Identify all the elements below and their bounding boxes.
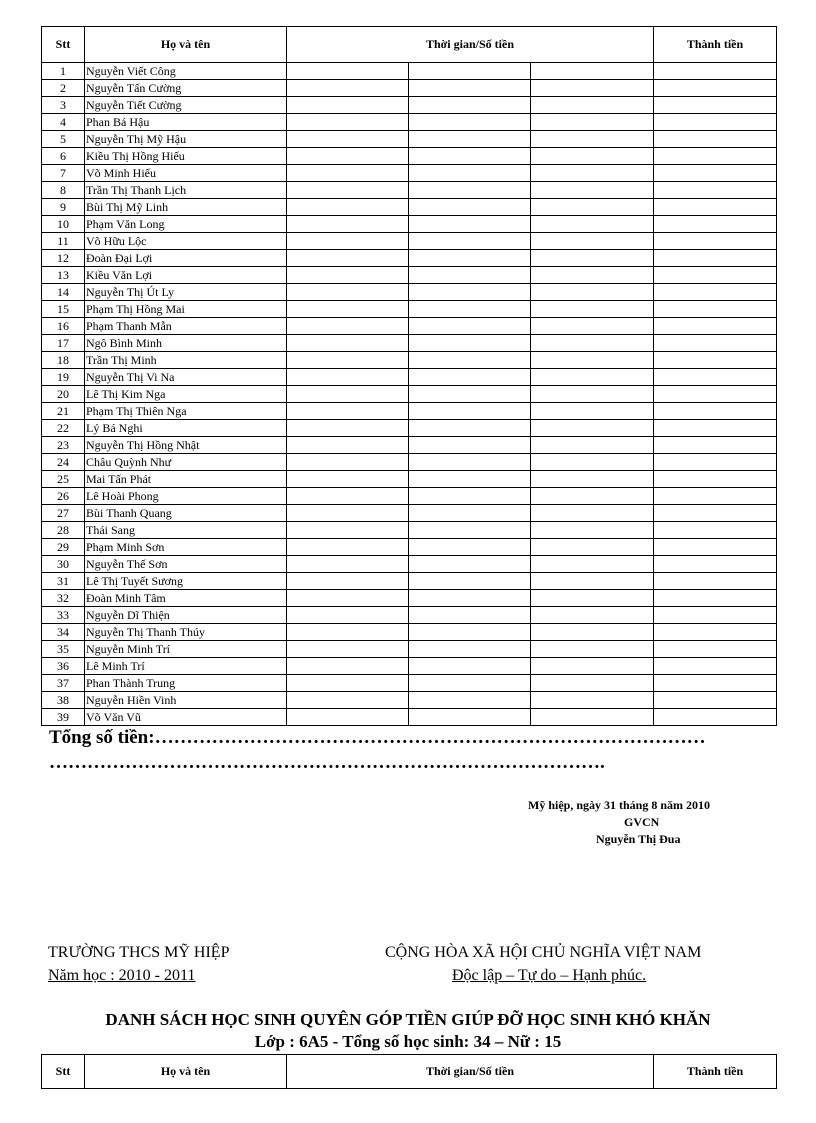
- row-student-name: Châu Quỳnh Như: [85, 454, 287, 471]
- row-total-cell: [654, 437, 777, 454]
- row-amount-cell: [409, 352, 531, 369]
- row-student-name: Bùi Thanh Quang: [85, 505, 287, 522]
- row-stt: 37: [42, 675, 85, 692]
- row-amount-cell: [531, 488, 654, 505]
- row-amount-cell: [287, 471, 409, 488]
- table-row: [42, 539, 777, 556]
- row-amount-cell: [531, 590, 654, 607]
- table-row: [42, 420, 777, 437]
- row-amount-cell: [409, 386, 531, 403]
- table-row: [42, 250, 777, 267]
- table-row: [42, 607, 777, 624]
- row-total-cell: [654, 471, 777, 488]
- row-amount-cell: [531, 692, 654, 709]
- row-total-cell: [654, 522, 777, 539]
- table-row: [42, 505, 777, 522]
- donation-table: [41, 26, 777, 726]
- row-amount-cell: [531, 369, 654, 386]
- row-amount-cell: [409, 420, 531, 437]
- table-row: [42, 233, 777, 250]
- row-amount-cell: [531, 131, 654, 148]
- row-stt: 30: [42, 556, 85, 573]
- table-row: [42, 403, 777, 420]
- row-amount-cell: [531, 454, 654, 471]
- row-student-name: Lê Minh Trí: [85, 658, 287, 675]
- signature-date: Mỹ hiệp, ngày 31 tháng 8 năm 2010: [528, 798, 711, 812]
- row-student-name: Mai Tấn Phát: [85, 471, 287, 488]
- row-amount-cell: [287, 165, 409, 182]
- row-amount-cell: [409, 301, 531, 318]
- row-amount-cell: [287, 607, 409, 624]
- row-amount-cell: [409, 131, 531, 148]
- row-stt: 12: [42, 250, 85, 267]
- row-amount-cell: [287, 386, 409, 403]
- row-amount-cell: [409, 488, 531, 505]
- row-amount-cell: [409, 658, 531, 675]
- row-stt: 4: [42, 114, 85, 131]
- row-amount-cell: [287, 369, 409, 386]
- total-dots: ……………………………………………………………………………: [154, 727, 706, 748]
- header-stt: Stt: [42, 1055, 85, 1089]
- row-amount-cell: [531, 556, 654, 573]
- row-stt: 17: [42, 335, 85, 352]
- row-amount-cell: [287, 148, 409, 165]
- row-stt: 1: [42, 63, 85, 80]
- school-year: Năm học : 2010 - 2011: [48, 967, 196, 984]
- table-row: [42, 131, 777, 148]
- row-amount-cell: [287, 420, 409, 437]
- table-header-row: [42, 1055, 777, 1089]
- row-amount-cell: [409, 233, 531, 250]
- row-student-name: Trần Thị Minh: [85, 352, 287, 369]
- row-stt: 34: [42, 624, 85, 641]
- row-amount-cell: [287, 97, 409, 114]
- row-amount-cell: [287, 318, 409, 335]
- row-amount-cell: [531, 420, 654, 437]
- table-row: [42, 658, 777, 675]
- row-amount-cell: [531, 284, 654, 301]
- table-row: [42, 114, 777, 131]
- table-row: [42, 80, 777, 97]
- row-stt: 24: [42, 454, 85, 471]
- row-amount-cell: [531, 318, 654, 335]
- row-amount-cell: [287, 403, 409, 420]
- row-stt: 14: [42, 284, 85, 301]
- row-total-cell: [654, 216, 777, 233]
- row-amount-cell: [287, 556, 409, 573]
- row-amount-cell: [287, 692, 409, 709]
- row-amount-cell: [531, 250, 654, 267]
- republic-title: CỘNG HÒA XÃ HỘI CHỦ NGHĨA VIỆT NAM: [385, 944, 702, 961]
- row-amount-cell: [531, 80, 654, 97]
- table-header-row: [42, 27, 777, 63]
- row-total-cell: [654, 505, 777, 522]
- row-amount-cell: [287, 63, 409, 80]
- row-total-cell: [654, 454, 777, 471]
- table-row: [42, 692, 777, 709]
- row-amount-cell: [287, 335, 409, 352]
- row-student-name: Nguyễn Tấn Cường: [85, 80, 287, 97]
- row-stt: 21: [42, 403, 85, 420]
- row-stt: 15: [42, 301, 85, 318]
- table-row: [42, 352, 777, 369]
- row-student-name: Trần Thị Thanh Lịch: [85, 182, 287, 199]
- row-amount-cell: [531, 641, 654, 658]
- row-amount-cell: [409, 471, 531, 488]
- row-total-cell: [654, 114, 777, 131]
- row-total-cell: [654, 624, 777, 641]
- row-amount-cell: [409, 556, 531, 573]
- row-stt: 2: [42, 80, 85, 97]
- row-total-cell: [654, 352, 777, 369]
- row-stt: 11: [42, 233, 85, 250]
- row-total-cell: [654, 692, 777, 709]
- row-amount-cell: [531, 182, 654, 199]
- row-student-name: Lý Bá Nghi: [85, 420, 287, 437]
- table-row: [42, 318, 777, 335]
- row-stt: 26: [42, 488, 85, 505]
- row-stt: 19: [42, 369, 85, 386]
- row-stt: 3: [42, 97, 85, 114]
- row-total-cell: [654, 284, 777, 301]
- table-row: [42, 97, 777, 114]
- table-row: [42, 573, 777, 590]
- row-amount-cell: [287, 590, 409, 607]
- row-amount-cell: [409, 250, 531, 267]
- row-total-cell: [654, 97, 777, 114]
- table-row: [42, 301, 777, 318]
- row-amount-cell: [531, 505, 654, 522]
- row-student-name: Thái Sang: [85, 522, 287, 539]
- header-time-amount: Thời gian/Số tiền: [287, 27, 654, 63]
- document-subtitle: Lớp : 6A5 - Tổng số học sinh: 34 – Nữ : 15: [254, 1032, 562, 1051]
- header-total: Thành tiền: [654, 27, 777, 63]
- row-stt: 35: [42, 641, 85, 658]
- row-student-name: Phạm Minh Sơn: [85, 539, 287, 556]
- row-student-name: Nguyễn Thị Út Ly: [85, 284, 287, 301]
- row-student-name: Lê Thị Kim Nga: [85, 386, 287, 403]
- row-total-cell: [654, 233, 777, 250]
- row-amount-cell: [409, 709, 531, 726]
- table-row: [42, 165, 777, 182]
- row-student-name: Lê Hoài Phong: [85, 488, 287, 505]
- row-stt: 27: [42, 505, 85, 522]
- signature-name: Nguyễn Thị Đua: [596, 832, 681, 846]
- row-total-cell: [654, 369, 777, 386]
- row-student-name: Phạm Văn Long: [85, 216, 287, 233]
- row-amount-cell: [531, 63, 654, 80]
- table-row: [42, 335, 777, 352]
- row-amount-cell: [409, 318, 531, 335]
- row-total-cell: [654, 658, 777, 675]
- row-student-name: Nguyễn Thị Mỹ Hậu: [85, 131, 287, 148]
- row-amount-cell: [287, 284, 409, 301]
- row-total-cell: [654, 641, 777, 658]
- table-row: [42, 454, 777, 471]
- total-amount-line: [49, 727, 706, 749]
- row-stt: 18: [42, 352, 85, 369]
- row-total-cell: [654, 556, 777, 573]
- row-total-cell: [654, 182, 777, 199]
- row-stt: 22: [42, 420, 85, 437]
- row-student-name: Nguyễn Viết Công: [85, 63, 287, 80]
- row-amount-cell: [531, 658, 654, 675]
- row-stt: 23: [42, 437, 85, 454]
- table-row: [42, 182, 777, 199]
- row-amount-cell: [287, 522, 409, 539]
- row-student-name: Võ Hữu Lộc: [85, 233, 287, 250]
- row-amount-cell: [287, 267, 409, 284]
- row-stt: 10: [42, 216, 85, 233]
- row-amount-cell: [531, 403, 654, 420]
- row-total-cell: [654, 539, 777, 556]
- signature-role: GVCN: [624, 815, 660, 829]
- row-amount-cell: [287, 352, 409, 369]
- table-row: [42, 216, 777, 233]
- row-amount-cell: [409, 692, 531, 709]
- row-total-cell: [654, 590, 777, 607]
- row-amount-cell: [409, 624, 531, 641]
- row-total-cell: [654, 573, 777, 590]
- row-amount-cell: [409, 63, 531, 80]
- row-amount-cell: [409, 437, 531, 454]
- header-total: Thành tiền: [654, 1055, 777, 1089]
- table-row: [42, 641, 777, 658]
- row-amount-cell: [287, 454, 409, 471]
- row-amount-cell: [287, 131, 409, 148]
- header-stt: Stt: [42, 27, 85, 63]
- row-student-name: Võ Minh Hiếu: [85, 165, 287, 182]
- row-stt: 39: [42, 709, 85, 726]
- row-stt: 28: [42, 522, 85, 539]
- row-amount-cell: [409, 573, 531, 590]
- row-amount-cell: [409, 80, 531, 97]
- row-total-cell: [654, 199, 777, 216]
- row-stt: 13: [42, 267, 85, 284]
- row-amount-cell: [409, 216, 531, 233]
- header-name: Họ và tên: [85, 27, 287, 63]
- row-student-name: Nguyễn Minh Trí: [85, 641, 287, 658]
- row-student-name: Nguyễn Thế Sơn: [85, 556, 287, 573]
- table-row: [42, 63, 777, 80]
- row-amount-cell: [531, 709, 654, 726]
- row-student-name: Phan Bá Hậu: [85, 114, 287, 131]
- row-amount-cell: [409, 522, 531, 539]
- row-total-cell: [654, 250, 777, 267]
- row-student-name: Bùi Thị Mỹ Linh: [85, 199, 287, 216]
- row-total-cell: [654, 386, 777, 403]
- row-amount-cell: [409, 641, 531, 658]
- row-stt: 16: [42, 318, 85, 335]
- row-stt: 7: [42, 165, 85, 182]
- row-amount-cell: [409, 403, 531, 420]
- row-student-name: Nguyễn Hiền Vinh: [85, 692, 287, 709]
- row-total-cell: [654, 675, 777, 692]
- row-total-cell: [654, 131, 777, 148]
- table-row: [42, 148, 777, 165]
- row-amount-cell: [531, 267, 654, 284]
- table-row: [42, 199, 777, 216]
- row-student-name: Kiều Văn Lợi: [85, 267, 287, 284]
- row-amount-cell: [531, 607, 654, 624]
- row-amount-cell: [409, 335, 531, 352]
- row-amount-cell: [531, 471, 654, 488]
- row-stt: 9: [42, 199, 85, 216]
- row-stt: 38: [42, 692, 85, 709]
- row-total-cell: [654, 80, 777, 97]
- row-amount-cell: [531, 573, 654, 590]
- row-amount-cell: [287, 301, 409, 318]
- row-amount-cell: [287, 233, 409, 250]
- row-amount-cell: [287, 675, 409, 692]
- row-amount-cell: [287, 658, 409, 675]
- row-amount-cell: [287, 216, 409, 233]
- row-amount-cell: [531, 165, 654, 182]
- row-student-name: Phạm Thị Thiên Nga: [85, 403, 287, 420]
- row-student-name: Phạm Thị Hồng Mai: [85, 301, 287, 318]
- header-name: Họ và tên: [85, 1055, 287, 1089]
- row-amount-cell: [287, 641, 409, 658]
- row-total-cell: [654, 335, 777, 352]
- row-amount-cell: [287, 488, 409, 505]
- table-row: [42, 437, 777, 454]
- row-amount-cell: [287, 114, 409, 131]
- row-amount-cell: [531, 301, 654, 318]
- row-stt: 36: [42, 658, 85, 675]
- table-row: [42, 267, 777, 284]
- row-amount-cell: [409, 590, 531, 607]
- table-row: [42, 590, 777, 607]
- table-row: [42, 471, 777, 488]
- row-total-cell: [654, 403, 777, 420]
- row-amount-cell: [531, 199, 654, 216]
- row-amount-cell: [287, 80, 409, 97]
- row-amount-cell: [409, 97, 531, 114]
- row-amount-cell: [531, 216, 654, 233]
- row-student-name: Kiều Thị Hồng Hiếu: [85, 148, 287, 165]
- table-row: [42, 522, 777, 539]
- row-total-cell: [654, 709, 777, 726]
- row-amount-cell: [409, 539, 531, 556]
- row-amount-cell: [531, 386, 654, 403]
- row-amount-cell: [531, 675, 654, 692]
- row-amount-cell: [287, 624, 409, 641]
- row-amount-cell: [287, 199, 409, 216]
- row-amount-cell: [531, 437, 654, 454]
- row-amount-cell: [409, 505, 531, 522]
- row-amount-cell: [409, 607, 531, 624]
- donation-table-continued: [41, 1054, 777, 1089]
- row-student-name: Nguyễn Dĩ Thiện: [85, 607, 287, 624]
- row-amount-cell: [409, 267, 531, 284]
- row-stt: 25: [42, 471, 85, 488]
- total-label: Tổng số tiền:: [49, 727, 155, 748]
- row-amount-cell: [531, 335, 654, 352]
- row-amount-cell: [287, 250, 409, 267]
- row-amount-cell: [287, 539, 409, 556]
- national-motto: Độc lập – Tự do – Hạnh phúc.: [452, 967, 647, 984]
- row-amount-cell: [409, 369, 531, 386]
- table-row: [42, 284, 777, 301]
- row-amount-cell: [531, 539, 654, 556]
- row-amount-cell: [409, 454, 531, 471]
- row-stt: 6: [42, 148, 85, 165]
- row-total-cell: [654, 267, 777, 284]
- row-stt: 20: [42, 386, 85, 403]
- row-total-cell: [654, 165, 777, 182]
- row-stt: 8: [42, 182, 85, 199]
- row-stt: 31: [42, 573, 85, 590]
- row-amount-cell: [409, 182, 531, 199]
- row-amount-cell: [287, 437, 409, 454]
- row-total-cell: [654, 488, 777, 505]
- row-student-name: Nguyễn Tiết Cường: [85, 97, 287, 114]
- row-student-name: Đoàn Đại Lợi: [85, 250, 287, 267]
- row-amount-cell: [409, 199, 531, 216]
- row-amount-cell: [287, 182, 409, 199]
- row-amount-cell: [409, 675, 531, 692]
- row-student-name: Võ Văn Vũ: [85, 709, 287, 726]
- row-student-name: Đoàn Minh Tâm: [85, 590, 287, 607]
- row-stt: 29: [42, 539, 85, 556]
- table-row: [42, 675, 777, 692]
- row-stt: 32: [42, 590, 85, 607]
- row-total-cell: [654, 63, 777, 80]
- row-amount-cell: [287, 573, 409, 590]
- table-body: [42, 63, 777, 726]
- row-student-name: Phạm Thanh Mẫn: [85, 318, 287, 335]
- row-amount-cell: [287, 709, 409, 726]
- row-amount-cell: [531, 624, 654, 641]
- total-dots-line-2: …………………………………………………………………………….: [49, 752, 605, 773]
- row-amount-cell: [531, 148, 654, 165]
- table-row: [42, 556, 777, 573]
- header-time-amount: Thời gian/Số tiền: [287, 1055, 654, 1089]
- row-total-cell: [654, 318, 777, 335]
- row-amount-cell: [531, 97, 654, 114]
- row-amount-cell: [409, 148, 531, 165]
- row-stt: 33: [42, 607, 85, 624]
- row-total-cell: [654, 301, 777, 318]
- row-student-name: Nguyễn Thị Thanh Thúy: [85, 624, 287, 641]
- row-amount-cell: [531, 352, 654, 369]
- row-total-cell: [654, 420, 777, 437]
- table-row: [42, 488, 777, 505]
- row-student-name: Nguyễn Thị Hồng Nhật: [85, 437, 287, 454]
- row-amount-cell: [531, 522, 654, 539]
- school-name: TRƯỜNG THCS MỸ HIỆP: [48, 944, 230, 961]
- row-student-name: Ngô Bình Minh: [85, 335, 287, 352]
- document-title: DANH SÁCH HỌC SINH QUYÊN GÓP TIỀN GIÚP ĐỠ HỌC SINH KHÓ KHĂN: [105, 1010, 711, 1029]
- table-row: [42, 386, 777, 403]
- table-row: [42, 709, 777, 726]
- row-amount-cell: [409, 284, 531, 301]
- table-row: [42, 624, 777, 641]
- row-amount-cell: [531, 233, 654, 250]
- row-stt: 5: [42, 131, 85, 148]
- row-student-name: Lê Thị Tuyết Sương: [85, 573, 287, 590]
- row-student-name: Nguyễn Thị Vi Na: [85, 369, 287, 386]
- table-row: [42, 369, 777, 386]
- row-student-name: Phan Thành Trung: [85, 675, 287, 692]
- row-total-cell: [654, 607, 777, 624]
- row-amount-cell: [287, 505, 409, 522]
- row-amount-cell: [409, 114, 531, 131]
- row-total-cell: [654, 148, 777, 165]
- row-amount-cell: [409, 165, 531, 182]
- row-amount-cell: [531, 114, 654, 131]
